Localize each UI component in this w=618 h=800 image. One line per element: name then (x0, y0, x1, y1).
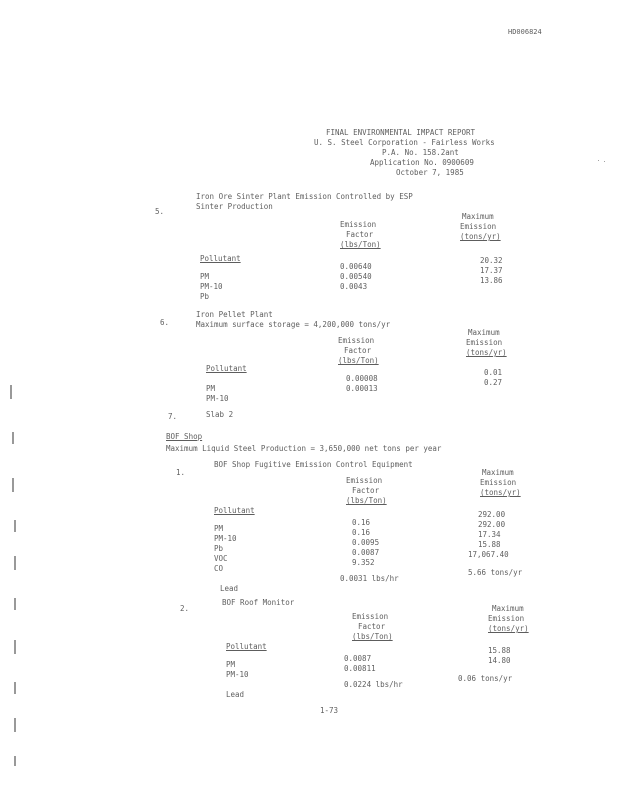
table-cell-factor: 0.00013 (346, 384, 378, 393)
table-cell-emission: 15.88 (488, 646, 511, 655)
table-cell-pollutant: Pb (200, 292, 210, 301)
scan-mark (10, 385, 12, 399)
table-cell-emission: 0.01 (484, 368, 503, 377)
subitem-number: 1. (176, 468, 186, 477)
col-header-emission-1: Maximum (482, 468, 514, 477)
col-header-emission-2: Emission (460, 222, 497, 231)
table-cell-emission: 14.80 (488, 656, 511, 665)
header-line-1: FINAL ENVIRONMENTAL IMPACT REPORT (326, 128, 476, 137)
scan-speck (604, 161, 605, 162)
document-id: HD006824 (508, 28, 542, 36)
table-cell-pollutant: PM (226, 660, 236, 669)
table-cell-emission: 292.00 (478, 520, 506, 529)
col-header-emission-3: (tons/yr) (480, 488, 521, 497)
table-cell-factor: 0.0087 (352, 548, 380, 557)
scan-speck (598, 160, 599, 161)
header-line-2: U. S. Steel Corporation - Fairless Works (314, 138, 495, 147)
table-cell-emission: 292.00 (478, 510, 506, 519)
scan-mark (12, 478, 14, 492)
table-cell-factor: 0.00008 (346, 374, 378, 383)
total-emission: 0.06 tons/yr (458, 674, 513, 683)
table-cell-factor: 9.352 (352, 558, 375, 567)
col-header-factor-3: (lbs/Ton) (338, 356, 379, 365)
col-header-emission-1: Maximum (492, 604, 524, 613)
pollutant-label: Pollutant (200, 254, 241, 263)
table-cell-emission: 17.34 (478, 530, 501, 539)
col-header-factor-3: (lbs/Ton) (340, 240, 381, 249)
section-title: BOF Shop (166, 432, 203, 441)
scan-mark (14, 598, 16, 610)
table-cell-pollutant: VOC (214, 554, 228, 563)
col-header-emission-3: (tons/yr) (460, 232, 501, 241)
col-header-factor-1: Emission (338, 336, 375, 345)
pollutant-label: Pollutant (214, 506, 255, 515)
total-factor: 0.0031 lbs/hr (340, 574, 399, 583)
table-cell-pollutant: PM-10 (214, 534, 237, 543)
subitem-number: 2. (180, 604, 190, 613)
scan-mark (14, 556, 16, 570)
page-number: 1-73 (320, 706, 339, 715)
table-cell-pollutant: Pb (214, 544, 224, 553)
table-cell-emission: 17.37 (480, 266, 503, 275)
header-line-5: October 7, 1985 (396, 168, 464, 177)
table-cell-factor: 0.00640 (340, 262, 372, 271)
col-header-emission-2: Emission (488, 614, 525, 623)
total-label: Lead (220, 584, 239, 593)
col-header-factor-1: Emission (346, 476, 383, 485)
total-label: Lead (226, 690, 245, 699)
item-subheading: Sinter Production (196, 202, 273, 211)
item-heading: Iron Ore Sinter Plant Emission Controlled by ESP (196, 192, 413, 201)
header-line-4: Application No. 0900609 (370, 158, 474, 167)
table-cell-factor: 0.16 (352, 518, 371, 527)
table-cell-pollutant: PM (206, 384, 216, 393)
item-heading: Iron Pellet Plant (196, 310, 273, 319)
total-factor: 0.0224 lbs/hr (344, 680, 403, 689)
table-cell-factor: 0.00540 (340, 272, 372, 281)
table-cell-pollutant: PM-10 (200, 282, 223, 291)
scan-mark (14, 682, 16, 694)
table-cell-factor: 0.0095 (352, 538, 380, 547)
col-header-factor-1: Emission (340, 220, 377, 229)
item-number: 6. (160, 318, 170, 327)
table-cell-factor: 0.0043 (340, 282, 368, 291)
item-text: Slab 2 (206, 410, 234, 419)
col-header-factor-3: (lbs/Ton) (346, 496, 387, 505)
header-line-3: P.A. No. 158.2ant (382, 148, 459, 157)
scan-mark (12, 432, 14, 444)
scan-mark (14, 756, 16, 766)
pollutant-label: Pollutant (206, 364, 247, 373)
pollutant-label: Pollutant (226, 642, 267, 651)
col-header-emission-1: Maximum (468, 328, 500, 337)
col-header-factor-2: Factor (346, 230, 374, 239)
table-cell-pollutant: PM-10 (206, 394, 229, 403)
total-emission: 5.66 tons/yr (468, 568, 523, 577)
table-cell-factor: 0.00811 (344, 664, 376, 673)
col-header-factor-2: Factor (358, 622, 386, 631)
table-cell-emission: 20.32 (480, 256, 503, 265)
table-cell-factor: 0.16 (352, 528, 371, 537)
col-header-emission-2: Emission (466, 338, 503, 347)
col-header-factor-3: (lbs/Ton) (352, 632, 393, 641)
table-cell-emission: 17,067.40 (468, 550, 509, 559)
item-number: 7. (168, 412, 178, 421)
scan-mark (14, 718, 16, 732)
col-header-emission-2: Emission (480, 478, 517, 487)
col-header-emission-3: (tons/yr) (466, 348, 507, 357)
col-header-emission-1: Maximum (462, 212, 494, 221)
col-header-emission-3: (tons/yr) (488, 624, 529, 633)
table-cell-pollutant: CO (214, 564, 224, 573)
table-cell-emission: 15.88 (478, 540, 501, 549)
item-subheading: Maximum surface storage = 4,200,000 tons/yr (196, 320, 391, 329)
table-cell-emission: 13.86 (480, 276, 503, 285)
scan-mark (14, 520, 16, 532)
scan-mark (14, 640, 16, 654)
item-number: 5. (155, 207, 165, 216)
subitem-heading: BOF Shop Fugitive Emission Control Equipment (214, 460, 413, 469)
table-cell-emission: 0.27 (484, 378, 503, 387)
col-header-factor-2: Factor (352, 486, 380, 495)
col-header-factor-2: Factor (344, 346, 372, 355)
table-cell-factor: 0.0087 (344, 654, 372, 663)
table-cell-pollutant: PM (214, 524, 224, 533)
col-header-factor-1: Emission (352, 612, 389, 621)
section-summary: Maximum Liquid Steel Production = 3,650,000 net tons per year (166, 444, 442, 453)
table-cell-pollutant: PM (200, 272, 210, 281)
subitem-heading: BOF Roof Monitor (222, 598, 295, 607)
table-cell-pollutant: PM-10 (226, 670, 249, 679)
